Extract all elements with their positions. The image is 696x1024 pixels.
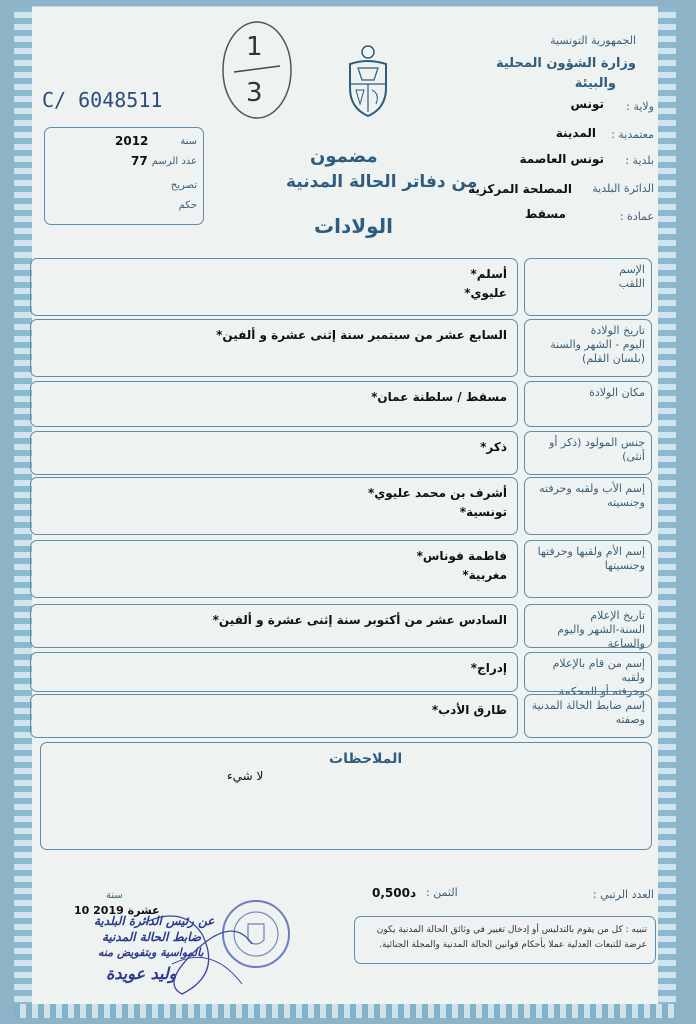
row-label: تاريخ الإعلام السنة-الشهر واليوم والساعة (557, 609, 645, 650)
document-paper (14, 6, 676, 1018)
date-value: 10 عشرة 2019 (74, 904, 160, 917)
row-value: أسلم* عليوي* (464, 267, 507, 300)
row-label-box (524, 319, 652, 377)
omada-value: مسقط (524, 207, 566, 221)
row-label: تاريخ الولادة اليوم - الشهر والسنة (بلسان القلم) (550, 324, 645, 365)
year-label: سنة (180, 136, 197, 147)
row-value: السابع عشر من سبتمبر سنة إثنى عشرة و ألفين* (216, 328, 507, 342)
fraction-numerator: 1 (246, 32, 263, 62)
signatory-line2: ضابط الحالة المدنية (102, 930, 202, 944)
row-value-box (30, 477, 518, 535)
price-label: الثمن : (426, 886, 458, 899)
handwritten-fraction-mark (220, 18, 294, 122)
row-value: أشرف بن محمد عليوي* تونسية* (367, 486, 507, 519)
row-label: مكان الولادة (589, 386, 645, 399)
date-label: سنة (106, 890, 123, 901)
daira-value: المصلحة المركزية (468, 182, 572, 196)
number-value: 77 (131, 154, 148, 168)
legal-notice-box (354, 916, 656, 964)
row-label-box (524, 604, 652, 648)
row-value-box (30, 540, 518, 598)
row-label: الإسم اللقب (618, 263, 645, 290)
republic-header: الجمهورية التونسية (550, 34, 636, 47)
price-value: 0,500د (372, 886, 417, 900)
row-label: إسم من قام بالإعلام ولقبه وحرفته أو المحكمة (552, 657, 645, 698)
wilaya-value: تونس (570, 97, 604, 111)
title-line3: الولادات (314, 214, 394, 238)
row-label-box (524, 477, 652, 535)
order-number-label: العدد الرتبي : (592, 888, 654, 901)
row-label-box (524, 652, 652, 698)
signature-name: وليد عويدة (106, 964, 177, 983)
year-value: 2012 (115, 134, 149, 148)
row-value-box (30, 604, 518, 648)
baladia-value: تونس العاصمة (519, 152, 604, 166)
coat-of-arms-emblem (344, 44, 392, 118)
remarks-value: لا شيء (227, 769, 264, 783)
row-value-box (30, 694, 518, 738)
judgment-label: حكم (178, 200, 197, 211)
signatory-line3: بالمواسية وبتفويض منه (98, 946, 204, 959)
omada-label: عمادة : (619, 210, 654, 223)
row-value: مسقط / سلطنة عمان* (371, 390, 507, 404)
serial-number: C/ 6048511 (42, 88, 163, 112)
signatory-line1: عن رئيس الدائرة البلدية (94, 914, 215, 928)
row-value-box (30, 258, 518, 316)
row-value-box (30, 652, 518, 692)
decorative-border-bottom (14, 1004, 676, 1018)
row-value-box (30, 319, 518, 377)
row-value: فاطمة فوناس* مغربية* (416, 549, 507, 582)
row-value: إدراج* (470, 661, 507, 675)
ministry-line2: والبيئة (574, 76, 616, 91)
number-label: عدد الرسم (151, 156, 197, 167)
row-value: طارق الأدب* (431, 703, 507, 717)
row-label: إسم ضابط الحالة المدنية وصفته (531, 699, 645, 726)
registry-box (44, 127, 204, 225)
title-line1: مضمون (310, 146, 378, 167)
daira-label: الدائرة البلدية (592, 182, 654, 195)
row-value: السادس عشر من أكتوبر سنة إثنى عشرة و ألفين* (212, 613, 507, 627)
row-value: ذكر* (480, 440, 507, 454)
row-value-box (30, 381, 518, 427)
row-label: إسم الأم ولقبها وحرفتها وجنسيتها (537, 545, 645, 572)
decorative-border-right (658, 6, 676, 1018)
row-label: جنس المولود (ذكر أو أنثى) (549, 436, 645, 463)
title-line2: من دفاتر الحالة المدنية (286, 172, 478, 192)
row-label: إسم الأب ولقبه وحرفته وجنسيته (539, 482, 645, 509)
motamadia-label: معتمدية : (611, 128, 654, 141)
row-label-box (524, 540, 652, 598)
remarks-box (40, 742, 652, 850)
wilaya-label: ولاية : (626, 100, 654, 113)
ministry-line1: وزارة الشؤون المحلية (495, 56, 636, 71)
fraction-denominator: 3 (246, 78, 263, 108)
baladia-label: بلدية : (625, 154, 654, 167)
row-label-box (524, 258, 652, 316)
declaration-label: تصريح (170, 180, 197, 191)
row-label-box (524, 431, 652, 475)
row-label-box (524, 694, 652, 738)
row-label-box (524, 381, 652, 427)
row-value-box (30, 431, 518, 475)
legal-notice-text: تنبيه : كل من يقوم بالتدليس أو إدخال تغيير في وثائق الحالة المدنية يكون عرضة للتبعات العدلية عملا بأحكام قوانين الحالة المدنية والمجلة الجنائية. (376, 925, 647, 950)
motamadia-value: المدينة (555, 126, 596, 140)
handwritten-signature (122, 894, 262, 1004)
remarks-title: الملاحظات (329, 751, 403, 767)
